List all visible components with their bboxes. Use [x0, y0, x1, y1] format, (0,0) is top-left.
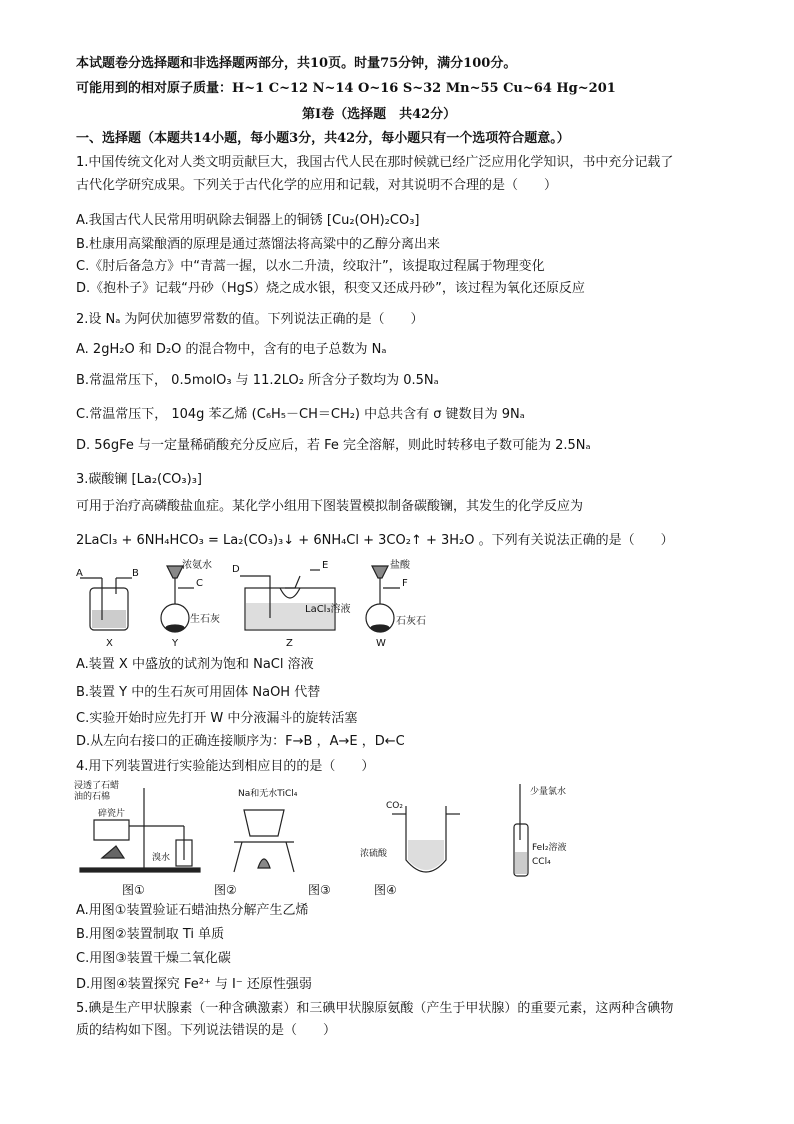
- label-h2so4: 浓硫酸: [360, 849, 388, 859]
- label-b: B: [132, 568, 139, 579]
- caption-fig1: 图①: [122, 883, 145, 897]
- label-a: A: [76, 568, 83, 579]
- caption-fig3: 图③: [308, 883, 331, 897]
- label-ccl4: CCl₄: [532, 857, 551, 867]
- q4-option-d: D.用图④装置探究 Fe²⁺ 与 I⁻ 还原性强弱: [76, 977, 312, 992]
- label-na-ticl: Na和无水TiCl₄: [238, 789, 298, 799]
- q1-option-c: C.《肘后备急方》中“青蒿一握，以水二升渍，绞取汁”，该提取过程属于物理变化: [76, 259, 545, 274]
- label-y: Y: [172, 638, 179, 649]
- q1-option-d: D.《抱朴子》记载“丹砂（HgS）烧之成水银，积变又还成丹砂”，该过程为氧化还原反应: [76, 281, 585, 296]
- q5-stem-2: 质的结构如下图。下列说法错误的是（ ）: [76, 1023, 337, 1038]
- label-c: C: [196, 578, 203, 589]
- part-title: 一、选择题（本题共14小题，每小题3分，共42分，每小题只有一个选项符合题意。）: [76, 131, 570, 146]
- q4-stem: 4.用下列装置进行实验能达到相应目的的是（ ）: [76, 759, 375, 774]
- label-lacl: LaCl₃溶液: [305, 604, 351, 615]
- section-title: 第Ⅰ卷（选择题 共42分）: [302, 107, 457, 122]
- label-limestone: 石灰石: [396, 616, 426, 627]
- label-z: Z: [286, 638, 293, 649]
- q3-stem-3: 2LaCl₃ + 6NH₄HCO₃ = La₂(CO₃)₃↓ + 6NH₄Cl + 3CO₂↑ + 3H₂O 。下列有关说法正确的是（ ）: [76, 533, 674, 548]
- q2-stem: 2.设 Nₐ 为阿伏加德罗常数的值。下列说法正确的是（ ）: [76, 312, 424, 327]
- label-lime: 生石灰: [190, 614, 220, 625]
- label-e: E: [322, 560, 329, 571]
- label-porcelain: 碎瓷片: [98, 809, 126, 819]
- q1-option-a: A.我国古代人民常用明矾除去铜器上的铜锈 [Cu₂(OH)₂CO₃]: [76, 213, 420, 228]
- q3-option-a: A.装置 X 中盛放的试剂为饱和 NaCl 溶液: [76, 657, 314, 672]
- label-x: X: [106, 638, 113, 649]
- q3-option-d: D.从左向右接口的正确连接顺序为：F→B ，A→E ，D←C: [76, 734, 405, 749]
- q5-stem-1: 5.碘是生产甲状腺素（一种含碘激素）和三碘甲状腺原氨酸（产生于甲状腺）的重要元素，这两种含碘物: [76, 1001, 674, 1016]
- q1-option-b: B.杜康用高粱酿酒的原理是通过蒸馏法将高粱中的乙醇分离出来: [76, 237, 441, 252]
- q3-option-c: C.实验开始时应先打开 W 中分液漏斗的旋转活塞: [76, 711, 358, 726]
- q2-option-b: B.常温常压下， 0.5molO₃ 与 11.2LO₂ 所含分子数均为 0.5Nₐ: [76, 373, 439, 388]
- label-wax-1: 浸透了石蜡: [74, 781, 120, 791]
- label-cl-water: 少量氯水: [530, 787, 567, 797]
- q4-apparatus-figure: [74, 780, 574, 900]
- q1-stem-1: 1.中国传统文化对人类文明贡献巨大，我国古代人民在那时候就已经广泛应用化学知识，书中充分记载了: [76, 155, 674, 170]
- q2-option-d: D. 56gFe 与一定量稀硝酸充分反应后，若 Fe 完全溶解，则此时转移电子数可能为 2.5Nₐ: [76, 438, 591, 453]
- q3-option-b: B.装置 Y 中的生石灰可用固体 NaOH 代替: [76, 685, 321, 700]
- q1-stem-2: 古代化学研究成果。下列关于古代化学的应用和记载，对其说明不合理的是（ ）: [76, 178, 558, 193]
- q4-option-b: B.用图②装置制取 Ti 单质: [76, 927, 225, 942]
- q4-option-a: A.用图①装置验证石蜡油热分解产生乙烯: [76, 903, 309, 918]
- label-f: F: [402, 578, 408, 589]
- label-wax-2: 油的石棉: [74, 792, 111, 802]
- label-d: D: [232, 564, 240, 575]
- label-ammonia: 浓氨水: [182, 560, 212, 571]
- label-bromine: 溴水: [152, 853, 171, 863]
- caption-fig2: 图②: [214, 883, 237, 897]
- exam-info: 本试题卷分选择题和非选择题两部分，共10页。时量75分钟，满分100分。: [76, 56, 517, 71]
- q2-option-c: C.常温常压下， 104g 苯乙烯 (C₆H₅－CH＝CH₂) 中总共含有 σ 键数目为 9Nₐ: [76, 407, 525, 422]
- label-hcl: 盐酸: [390, 560, 410, 571]
- q3-stem-1: 3.碳酸镧 [La₂(CO₃)₃]: [76, 472, 202, 487]
- label-w: W: [376, 638, 386, 649]
- q3-apparatus-figure: [70, 558, 490, 650]
- caption-fig4: 图④: [374, 883, 397, 897]
- label-fei2: FeI₂溶液: [532, 843, 567, 853]
- q3-stem-2: 可用于治疗高磷酸盐血症。某化学小组用下图装置模拟制备碳酸镧，其发生的化学反应为: [76, 499, 584, 514]
- label-co2: CO₂: [386, 801, 403, 811]
- q2-option-a: A. 2gH₂O 和 D₂O 的混合物中，含有的电子总数为 Nₐ: [76, 342, 387, 357]
- q4-option-c: C.用图③装置干燥二氧化碳: [76, 951, 231, 966]
- atomic-masses: 可能用到的相对原子质量：H~1 C~12 N~14 O~16 S~32 Mn~55 Cu~64 Hg~201: [76, 81, 616, 96]
